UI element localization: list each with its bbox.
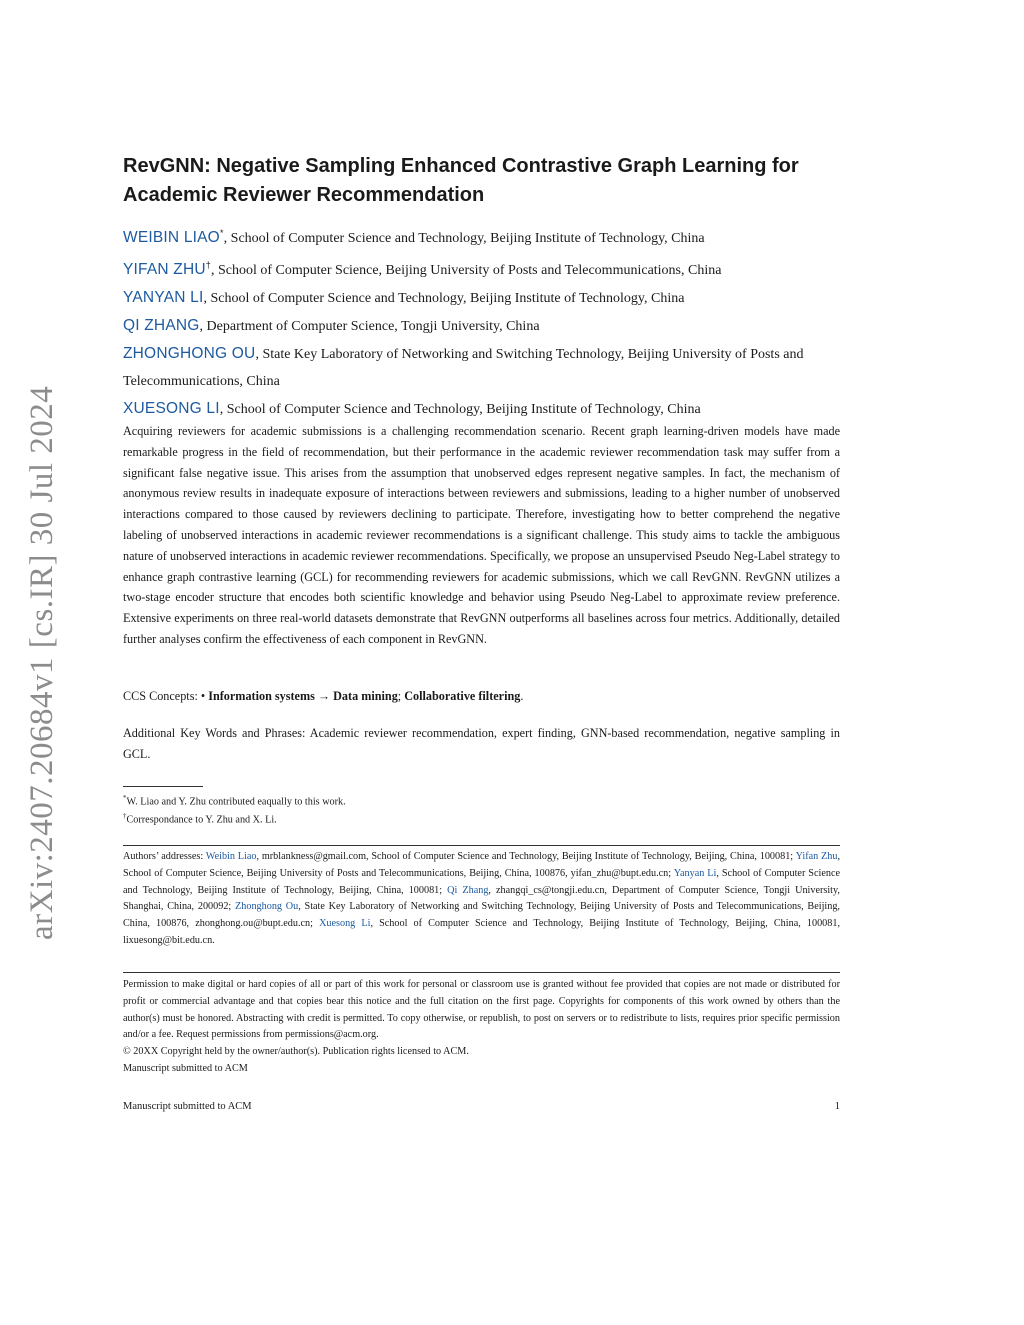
author-affiliation: , Department of Computer Science, Tongji University, China [199,319,540,335]
address-author-link[interactable]: Xuesong Li [319,918,371,930]
author-affiliation: , State Key Laboratory of Networking and Switching Technology, Beijing University of Posts and Telecommunications, China [123,347,804,390]
ccs-prefix: CCS Concepts: • [123,689,209,703]
ccs-concept: Collaborative filtering [404,689,521,703]
footer-manuscript-note: Manuscript submitted to ACM [123,1101,252,1112]
footnote-divider [123,786,203,787]
permission-text: Permission to make digital or hard copies of all or part of this work for personal or classroom use is granted without fee provided that copies are not made or distributed for profit or commercial advantage and that copies bear this notice and the full citation on the first page. Copyrights for components of this work owned by others than the author(s) must be honored. Abstracting with credit is permitted. To copy otherwise, or republish, to post on servers or to redistribute to lists, requires prior specific permission and/or a fee. Request permissions from permissions@acm.org. [123,979,840,1041]
page-number: 1 [834,1101,840,1112]
address-text: , School of Computer Science and Technology, Beijing Institute of Technology, Beijing, China, 100081; [123,867,840,896]
author-list [123,220,843,423]
author-name[interactable]: ZHONGHONG OU [123,345,256,363]
author-entry [123,220,843,252]
address-text: , School of Computer Science and Technology, Beijing Institute of Technology, Beijing, China, 100081, lixuesong@bit.edu.cn. [123,918,840,946]
author-entry [123,284,843,312]
footnote [123,809,840,827]
arxiv-identifier-stamp: arXiv:2407.20684v1 [cs.IR] 30 Jul 2024 [24,385,60,940]
abstract: Acquiring reviewers for academic submissions is a challenging recommendation scenario. Recent graph learning-driven models have made remarkable progress in the field of recommendation, but their performance in the academic reviewer recommendation task may suffer from a significant false negative issue. This arises from the assumption that unobserved edges represent negative samples. In fact, the mechanism of anonymous review results in inadequate exposure of interactions between reviewers and submissions, leading to a higher number of unobserved interactions compared to those caused by reviewers declining to participate. Therefore, investigating how to better comprehend the negative labeling of unobserved interactions in academic reviewer recommendations is a significant challenge. This study aims to tackle the ambiguous nature of unobserved interactions in academic reviewer recommendations. Specifically, we propose an unsupervised Pseudo Neg-Label strategy to enhance graph contrastive learning (GCL) for recommending reviewers for academic submissions, which we call RevGNN. RevGNN utilizes a two-stage encoder structure that encodes both scientific knowledge and behavior using Pseudo Neg-Label to approximate review preference. Extensive experiments on three real-world datasets demonstrate that RevGNN outperforms all baselines across four metrics. Additionally, detailed further analyses confirm the effectiveness of each component in RevGNN. [123,424,840,646]
author-entry [123,340,843,395]
footnote-mark: † [123,812,127,821]
author-entry [123,395,843,423]
ccs-separator: ; [397,689,405,703]
author-affiliation: , School of Computer Science and Technology, Beijing Institute of Technology, China [203,291,685,307]
author-entry [123,312,843,340]
author-entry [123,252,843,284]
ccs-suffix: . [520,689,524,703]
footnotes [123,791,840,828]
addresses-prefix: Authors’ addresses: [123,851,206,862]
author-footnote-mark: * [219,228,224,238]
author-name[interactable]: WEIBIN LIAO* [123,228,224,247]
address-author-link[interactable]: Yifan Zhu [795,851,838,862]
author-addresses [123,849,840,950]
paper-title: RevGNN: Negative Sampling Enhanced Contrastive Graph Learning for Academic Reviewer Recommendation [123,155,799,206]
address-text: , State Key Laboratory of Networking and Switching Technology, Beijing University of Posts and Telecommunications, Beijing, China, 100876, zhonghong.ou@bupt.edu.cn; [123,901,840,930]
author-name[interactable]: YIFAN ZHU† [123,260,211,279]
permission-notice [123,977,840,1078]
address-text: , School of Computer Science, Beijing University of Posts and Telecommunications, Beijing, China, 100876, yifan_zhu@bupt.edu.cn; [123,851,841,879]
address-author-link[interactable]: Qi Zhang [447,884,489,896]
address-author-link[interactable]: Zhonghong Ou [235,901,299,913]
author-name[interactable]: XUESONG LI [123,400,220,418]
address-text: , mrblankness@gmail.com, School of Computer Science and Technology, Beijing Institute of Technology, Beijing, China, 100081; [256,851,796,862]
copyright-line: © 20XX Copyright held by the owner/author(s). Publication rights licensed to ACM. [123,1046,469,1058]
author-affiliation: , School of Computer Science, Beijing University of Posts and Telecommunications, China [210,263,722,279]
author-footnote-mark: † [205,260,211,271]
address-text: , zhangqi_cs@tongji.edu.cn, Department of Computer Science, Tongji University, Shanghai, China, 200092; [123,884,840,913]
ccs-concept: Information systems → Data mining [208,689,398,703]
footnote-text: W. Liao and Y. Zhu contributed eaqually to this work. [126,796,346,808]
footnote-text: Correspondance to Y. Zhu and X. Li. [126,814,277,826]
keywords: Additional Key Words and Phrases: Academic reviewer recommendation, expert finding, GNN-based recommendation, negative sampling in GCL. [123,726,840,761]
footnote-mark: * [123,794,127,802]
address-author-link[interactable]: Weibin Liao [205,851,257,862]
author-affiliation: , School of Computer Science and Technology, Beijing Institute of Technology, China [219,402,701,418]
author-affiliation: , School of Computer Science and Technology, Beijing Institute of Technology, China [223,231,705,247]
manuscript-line: Manuscript submitted to ACM [123,1062,248,1074]
author-name[interactable]: QI ZHANG [123,317,200,335]
address-author-link[interactable]: Yanyan Li [673,867,717,879]
permission-divider [123,972,840,973]
footnote [123,791,840,809]
addresses-divider [123,845,840,846]
author-name[interactable]: YANYAN LI [123,289,204,307]
ccs-concepts [123,686,840,706]
